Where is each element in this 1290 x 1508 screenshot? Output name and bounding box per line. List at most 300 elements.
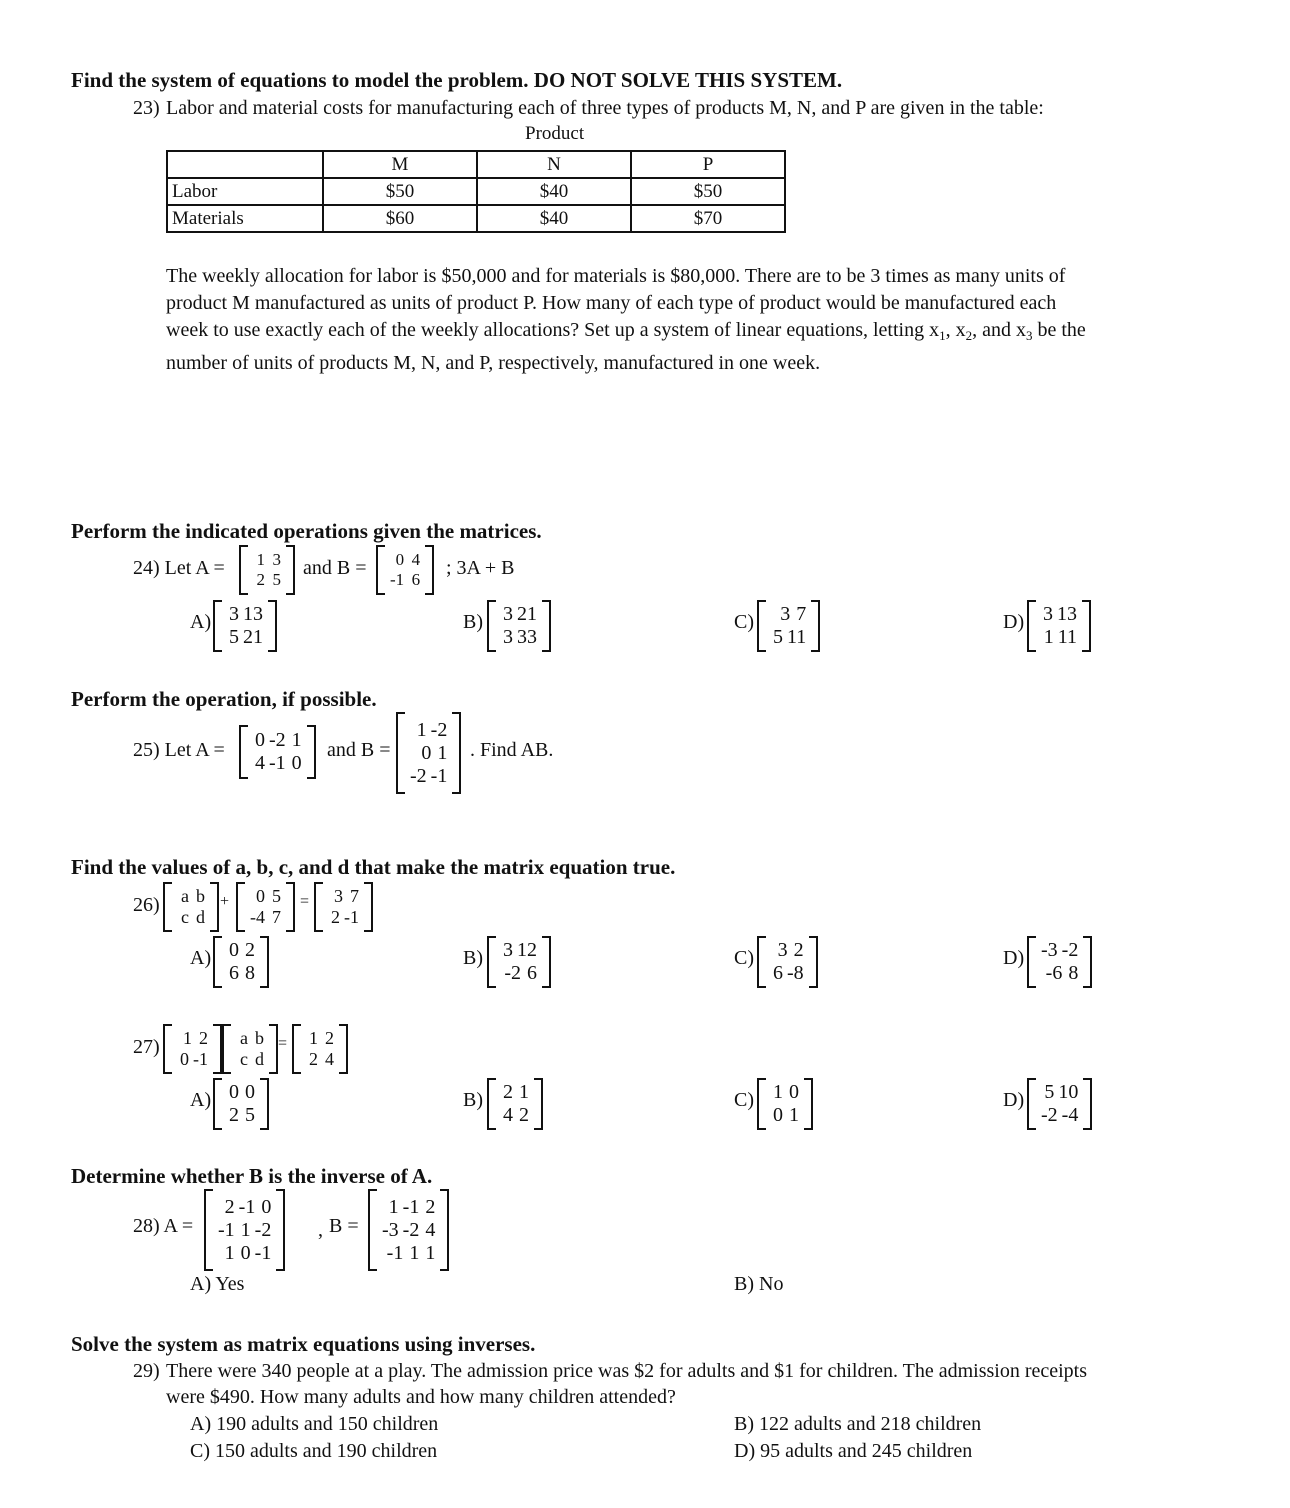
matrix-row (1039, 962, 1080, 985)
choice-a: A) 190 adults and 150 children (190, 1413, 439, 1435)
matrix-entry: b (255, 1028, 264, 1048)
choice-matrix (757, 600, 820, 652)
choice-label: B) (463, 611, 483, 633)
matrix-entry: 2 (519, 1104, 529, 1126)
matrix-entry: 6 (411, 570, 421, 589)
left-bracket (222, 1024, 231, 1074)
question-27-label: 27) (133, 1036, 160, 1058)
matrix-body (248, 550, 286, 590)
table-cell: $50 (323, 178, 477, 205)
section-heading: Find the system of equations to model the problem. DO NOT SOLVE THIS SYSTEM. (71, 68, 843, 92)
matrix-row (248, 886, 283, 907)
right-bracket (260, 1078, 269, 1130)
matrix-entry: -1 (254, 1241, 272, 1264)
matrix-abcd (163, 882, 219, 932)
matrix-entry: 1 (437, 741, 448, 764)
matrix-body (1036, 603, 1082, 649)
left-bracket (396, 712, 405, 794)
table-header-m: M (323, 151, 477, 178)
matrix-body (405, 719, 452, 788)
question-26-label: 26) (133, 894, 160, 916)
right-bracket (276, 1189, 285, 1271)
matrix-entry: a (181, 886, 189, 906)
matrix-entry: 8 (1068, 962, 1079, 984)
right-bracket (286, 545, 295, 595)
matrix-row (304, 1028, 336, 1049)
matrix-row (1039, 626, 1079, 649)
choice-matrix (757, 936, 818, 988)
matrix-entry: 3 (777, 939, 788, 961)
matrix-entry: 13 (243, 603, 263, 625)
equals-sign: = (300, 893, 310, 910)
table-row (167, 178, 785, 205)
matrix-entry: -1 (430, 764, 448, 787)
matrix-row (408, 742, 449, 765)
choice-b: B) 122 adults and 218 children (734, 1413, 982, 1435)
b-equals-label: B = (329, 1215, 359, 1237)
matrix-entry: b (196, 886, 205, 906)
matrix-body (172, 1028, 213, 1070)
matrix-body (172, 886, 210, 928)
left-bracket (487, 936, 496, 988)
section-heading: Perform the indicated operations given the matrices. (71, 519, 542, 543)
table-row-label: Labor (167, 178, 323, 205)
matrix-entry: 6 (773, 962, 783, 984)
matrix-row (225, 603, 265, 626)
matrix-body (301, 1028, 339, 1070)
matrix-body (323, 886, 364, 928)
choice-matrix (487, 1078, 543, 1130)
subscript: 3 (1025, 328, 1033, 343)
left-bracket (487, 600, 496, 652)
matrix-row (216, 1242, 273, 1265)
matrix-body (222, 1081, 260, 1127)
operation-text: ; 3A + B (446, 557, 515, 579)
matrix-entry: 4 (425, 1218, 436, 1241)
choice-d: D) 95 adults and 245 children (734, 1440, 973, 1462)
matrix-row (175, 1028, 210, 1049)
equals-sign: = (278, 1035, 288, 1052)
choice-matrix (213, 600, 277, 652)
matrix-row (304, 1049, 336, 1070)
matrix-entry: 1 (256, 550, 265, 569)
question-23-text-line (166, 318, 1086, 344)
matrix-entry: 2 (199, 1028, 208, 1048)
matrix-body (377, 1196, 440, 1265)
matrix-entry: -4 (1061, 1104, 1079, 1126)
left-bracket (1027, 1078, 1036, 1130)
left-bracket (292, 1024, 301, 1074)
matrix-entry: a (240, 1028, 248, 1048)
matrix-row (408, 765, 449, 788)
matrix-row (251, 570, 283, 590)
choice-label: C) (734, 947, 754, 969)
table-row (167, 205, 785, 232)
matrix-b (368, 1189, 449, 1271)
matrix-entry: 3 (1043, 603, 1053, 625)
matrix-entry: 8 (245, 962, 255, 984)
matrix-addend (236, 882, 295, 932)
matrix-entry: 1 (519, 1081, 529, 1103)
matrix-body (496, 603, 542, 649)
matrix-body (766, 939, 809, 985)
matrix-entry: 0 (245, 1081, 255, 1103)
left-bracket (1027, 936, 1036, 988)
matrix-entry: 13 (1057, 603, 1077, 625)
section-heading: Solve the system as matrix equations using inverses. (71, 1332, 536, 1356)
table-cell: $60 (323, 205, 477, 232)
matrix-entry: 0 (773, 1104, 783, 1126)
matrix-entry: 3 (272, 550, 281, 569)
table-header-p: P (631, 151, 785, 178)
matrix-row (225, 962, 257, 985)
matrix-row (175, 886, 207, 907)
subscript: 2 (965, 328, 973, 343)
matrix-row (408, 719, 449, 742)
choice-matrix (1027, 936, 1092, 988)
matrix-entry: 7 (272, 907, 281, 927)
matrix-entry: -2 (269, 729, 286, 751)
right-bracket (452, 712, 461, 794)
matrix-body (1036, 1081, 1083, 1127)
matrix-body (1036, 939, 1083, 985)
matrix-entry: 6 (527, 962, 537, 984)
matrix-b (396, 712, 461, 794)
matrix-entry: -6 (1045, 962, 1063, 984)
right-bracket (269, 1024, 278, 1074)
left-bracket (213, 1078, 222, 1130)
left-bracket (239, 545, 248, 595)
matrix-entry: 4 (411, 550, 421, 569)
right-bracket (1082, 600, 1091, 652)
matrix-entry: 3 (503, 626, 513, 648)
matrix-row (248, 907, 283, 928)
matrix-abcd (222, 1024, 278, 1074)
choice-no: B) No (734, 1273, 784, 1295)
matrix-row (499, 1104, 531, 1127)
left-bracket (376, 545, 385, 595)
matrix-result (292, 1024, 348, 1074)
matrix-entry: -1 (218, 1218, 235, 1241)
matrix-entry: 5 (1044, 1081, 1055, 1103)
matrix-entry: 0 (229, 1081, 239, 1103)
section-heading: Find the values of a, b, c, and d that make the matrix equation true. (71, 855, 676, 879)
matrix-entry: 2 (245, 939, 255, 961)
right-bracket (286, 882, 295, 932)
matrix-entry: 1 (409, 1241, 420, 1264)
matrix-entry: 1 (416, 718, 427, 741)
matrix-entry: -2 (402, 1218, 420, 1241)
choice-label: D) (1003, 611, 1025, 633)
right-bracket (440, 1189, 449, 1271)
matrix-entry: 2 (256, 570, 265, 589)
matrix-entry: -3 (382, 1218, 399, 1241)
matrix-row (251, 752, 304, 775)
matrix-row (326, 886, 361, 907)
choice-matrix (1027, 1078, 1092, 1130)
matrix-entry: 0 (789, 1081, 799, 1103)
matrix-row (225, 626, 265, 649)
choice-label: C) (734, 1089, 754, 1111)
question-23-text-line: product M manufactured as units of product P. How many of each type of product would be manufactured each (166, 292, 1057, 314)
right-bracket (307, 725, 316, 779)
matrix-row (499, 603, 539, 626)
question-29-text-line: were $490. How many adults and how many children attended? (166, 1386, 676, 1408)
choice-label: D) (1003, 1089, 1025, 1111)
matrix-entry: -2 (430, 718, 448, 741)
left-bracket (757, 600, 766, 652)
choice-c: C) 150 adults and 190 children (190, 1440, 438, 1462)
choice-yes: A) Yes (190, 1273, 245, 1295)
matrix-row (1039, 939, 1080, 962)
matrix-entry: -1 (390, 570, 405, 589)
question-23-number: 23) (133, 97, 160, 119)
question-29-text-line: There were 340 people at a play. The admission price was $2 for adults and $1 for children. The admission receipts (166, 1360, 1088, 1382)
matrix-body (213, 1196, 276, 1265)
matrix-entry: 6 (229, 962, 239, 984)
left-bracket (757, 1078, 766, 1130)
matrix-entry: -2 (504, 962, 521, 984)
matrix-entry: 1 (224, 1241, 235, 1264)
table-cell: $40 (477, 178, 631, 205)
matrix-result (314, 882, 373, 932)
matrix-row (499, 962, 539, 985)
matrix-entry: 5 (229, 626, 239, 648)
table-cell: $40 (477, 205, 631, 232)
matrix-entry: 1 (291, 729, 302, 751)
matrix-entry: c (240, 1049, 248, 1069)
matrix-row (388, 550, 422, 570)
choice-matrix (1027, 600, 1091, 652)
matrix-entry: 1 (183, 1028, 192, 1048)
matrix-entry: 5 (272, 570, 281, 589)
question-25-label: 25) Let A = (133, 739, 225, 761)
left-bracket (213, 936, 222, 988)
right-bracket (364, 882, 373, 932)
matrix-entry: -3 (1041, 939, 1058, 961)
matrix-entry: 2 (331, 907, 340, 927)
plus-sign: + (220, 893, 230, 910)
matrix-row (499, 1081, 531, 1104)
matrix-row (380, 1242, 437, 1265)
table-cell: $70 (631, 205, 785, 232)
matrix-body (385, 550, 425, 590)
matrix-entry: -2 (1041, 1104, 1058, 1126)
matrix-entry: -1 (238, 1195, 256, 1218)
matrix-entry: 4 (255, 752, 265, 774)
matrix-row (326, 907, 361, 928)
text-fragment: , and x (972, 319, 1026, 341)
right-bracket (542, 936, 551, 988)
matrix-row (769, 603, 808, 626)
matrix-row (499, 939, 539, 962)
matrix-row (234, 1049, 266, 1070)
section-heading: Determine whether B is the inverse of A. (71, 1164, 433, 1188)
table-header-n: N (477, 151, 631, 178)
choice-matrix (213, 936, 269, 988)
matrix-entry: -1 (402, 1195, 420, 1218)
matrix-entry: 0 (240, 1241, 251, 1264)
question-24-label: 24) Let A = (133, 557, 225, 579)
matrix-entry: 11 (787, 626, 807, 648)
matrix-row (251, 729, 304, 752)
right-bracket (260, 936, 269, 988)
matrix-entry: 3 (334, 886, 343, 906)
matrix-row (769, 939, 806, 962)
choice-label: B) (463, 1089, 483, 1111)
right-bracket (213, 1024, 222, 1074)
matrix-entry: 7 (796, 603, 807, 625)
matrix-entry: 1 (789, 1104, 799, 1126)
matrix-entry: 5 (272, 886, 281, 906)
question-28-label: 28) A = (133, 1215, 194, 1237)
matrix-row (175, 907, 207, 928)
matrix-body (222, 603, 268, 649)
matrix-entry: -1 (193, 1049, 208, 1069)
left-bracket (236, 882, 245, 932)
matrix-row (216, 1219, 273, 1242)
text-fragment: , x (945, 319, 966, 341)
right-bracket (1083, 936, 1092, 988)
left-bracket (204, 1189, 213, 1271)
matrix-entry: 3 (780, 603, 791, 625)
right-bracket (1083, 1078, 1092, 1130)
matrix-entry: d (196, 907, 205, 927)
matrix-body (766, 603, 811, 649)
matrix-body (496, 939, 542, 985)
right-bracket (811, 600, 820, 652)
right-bracket (809, 936, 818, 988)
left-bracket (213, 600, 222, 652)
matrix-row (388, 570, 422, 590)
choice-label: A) (190, 1089, 212, 1111)
matrix-body (248, 729, 307, 775)
comma: , (318, 1219, 323, 1241)
matrix-entry: 1 (1043, 626, 1054, 648)
matrix-entry: 1 (425, 1241, 436, 1264)
right-bracket (268, 600, 277, 652)
section-heading: Perform the operation, if possible. (71, 687, 377, 711)
matrix-entry: 5 (773, 626, 783, 648)
matrix-entry: 11 (1057, 626, 1077, 648)
matrix-entry: 1 (309, 1028, 318, 1048)
matrix-entry: 0 (180, 1049, 189, 1069)
left-bracket (1027, 600, 1036, 652)
matrix-entry: 10 (1058, 1081, 1079, 1103)
matrix-body (245, 886, 286, 928)
right-bracket (210, 882, 219, 932)
matrix-entry: 7 (350, 886, 359, 906)
choice-label: C) (734, 611, 754, 633)
left-bracket (487, 1078, 496, 1130)
table-product-header: Product (525, 123, 585, 144)
matrix-entry: 0 (255, 729, 265, 751)
matrix-entry: 2 (325, 1028, 334, 1048)
matrix-entry: 0 (291, 752, 302, 774)
text-fragment: week to use exactly each of the weekly allocations? Set up a system of linear equations, letting x (166, 319, 940, 341)
right-bracket (339, 1024, 348, 1074)
matrix-a (239, 725, 316, 779)
matrix-entry: 0 (261, 1195, 272, 1218)
matrix-entry: 3 (503, 939, 513, 961)
matrix-entry: 2 (425, 1195, 436, 1218)
matrix-entry: -1 (269, 752, 286, 774)
left-bracket (239, 725, 248, 779)
question-23-text-line: number of units of products M, N, and P, respectively, manufactured in one week. (166, 352, 821, 374)
matrix-entry: -2 (410, 764, 427, 787)
matrix-row (234, 1028, 266, 1049)
left-bracket (163, 882, 172, 932)
matrix-entry: 4 (503, 1104, 513, 1126)
matrix-entry: 2 (503, 1081, 513, 1103)
question-23-text-line: The weekly allocation for labor is $50,000 and for materials is $80,000. There are to be 3 times as many units of (166, 265, 1066, 287)
and-b-label: and B = (303, 557, 367, 579)
choice-label: A) (190, 611, 212, 633)
matrix-entry: -1 (386, 1241, 404, 1264)
find-text: . Find AB. (470, 739, 554, 761)
choice-label: A) (190, 947, 212, 969)
matrix-row (1039, 603, 1079, 626)
left-bracket (368, 1189, 377, 1271)
table-cell: $50 (631, 178, 785, 205)
choice-matrix (487, 600, 551, 652)
matrix-body (496, 1081, 534, 1127)
matrix-entry: 3 (503, 603, 513, 625)
right-bracket (804, 1078, 813, 1130)
matrix-entry: 12 (517, 939, 537, 961)
matrix-row (769, 626, 808, 649)
right-bracket (534, 1078, 543, 1130)
matrix-entry: 1 (773, 1081, 783, 1103)
left-bracket (163, 1024, 172, 1074)
choice-matrix (213, 1078, 269, 1130)
choice-matrix (757, 1078, 813, 1130)
choice-label: D) (1003, 947, 1025, 969)
left-bracket (757, 936, 766, 988)
matrix-a (204, 1189, 285, 1271)
text-fragment: be the (1032, 319, 1086, 341)
matrix-row (769, 1104, 801, 1127)
question-23-intro: Labor and material costs for manufacturing each of three types of products M, N, and P are given in the table: (166, 97, 1044, 119)
matrix-row (769, 962, 806, 985)
matrix-entry: 4 (325, 1049, 334, 1069)
table-corner-cell (167, 151, 323, 178)
left-bracket (314, 882, 323, 932)
question-29-number: 29) (133, 1360, 160, 1382)
matrix-entry: 21 (243, 626, 263, 648)
matrix-a (239, 545, 295, 595)
matrix-body (222, 939, 260, 985)
table-header-row (167, 151, 785, 178)
matrix-entry: -2 (254, 1218, 272, 1241)
matrix-row (225, 939, 257, 962)
matrix-entry: -4 (250, 907, 265, 927)
matrix-row (251, 550, 283, 570)
matrix-b (376, 545, 434, 595)
matrix-entry: 33 (517, 626, 537, 648)
matrix-entry: d (255, 1049, 264, 1069)
matrix-body (231, 1028, 269, 1070)
matrix-row (1039, 1081, 1080, 1104)
table-row-label: Materials (167, 205, 323, 232)
matrix-body (766, 1081, 804, 1127)
matrix-row (380, 1219, 437, 1242)
matrix-row (769, 1081, 801, 1104)
matrix-row (175, 1049, 210, 1070)
subscript: 1 (939, 328, 946, 343)
matrix-entry: 0 (395, 550, 405, 569)
matrix-left (163, 1024, 222, 1074)
